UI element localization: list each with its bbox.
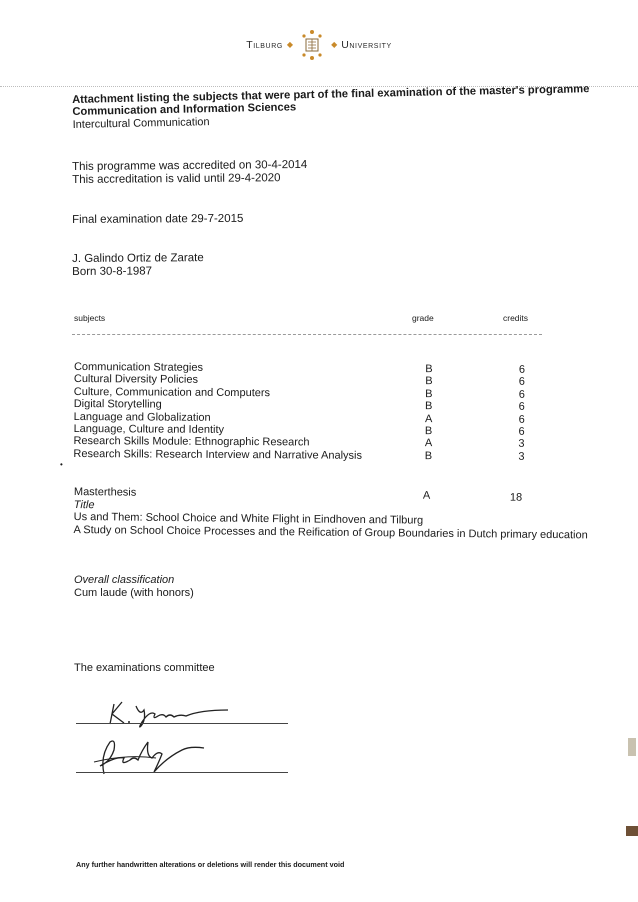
subject-credits: 6 (518, 425, 525, 438)
logo-dot-icon: ◆ (331, 40, 338, 49)
footer-notice: Any further handwritten alterations or deletions will render this document void (76, 860, 345, 869)
thesis-title-label: Title (73, 498, 95, 511)
thesis-block (73, 486, 613, 542)
logo-right-word: University (341, 39, 392, 51)
signature-line (76, 772, 288, 773)
accreditation-block (72, 156, 612, 187)
title-block (72, 83, 613, 131)
subject-credits: 6 (518, 388, 525, 401)
exam-date: Final examination date 29-7-2015 (72, 212, 244, 226)
subject-credits: 6 (518, 363, 526, 376)
student-block (72, 249, 612, 279)
header-grade: grade (412, 313, 434, 323)
university-seal-icon (297, 28, 327, 62)
thesis-grade: A (422, 489, 431, 502)
committee-label: The examinations committee (74, 662, 215, 674)
subject-credits: 3 (518, 450, 525, 463)
subject-grade: B (425, 387, 433, 400)
classification-block (74, 574, 194, 600)
accredited-date: This programme was accredited on 30-4-2014 (72, 158, 308, 173)
subject-grade: B (424, 449, 433, 462)
scan-mark (628, 738, 636, 756)
subject-credits: 3 (518, 438, 525, 451)
thesis-title-line1: Us and Them: School Choice and White Flight in Eindhoven and Tilburg (73, 510, 424, 527)
subjects-table (71, 361, 552, 463)
subject-name: Cultural Diversity Policies (73, 373, 199, 387)
logo-dot-icon: ◆ (286, 40, 294, 49)
header-credits: credits (503, 313, 529, 323)
thesis-credits: 18 (509, 491, 523, 504)
subject-grade: A (424, 412, 433, 425)
scan-mark (626, 826, 638, 836)
subject-credits: 6 (518, 413, 525, 426)
subject-name: Research Skills: Research Interview and Narrative Analysis (73, 447, 363, 462)
student-name: J. Galindo Ortiz de Zarate (72, 252, 204, 265)
subject-grade: B (425, 375, 433, 388)
table-divider (72, 334, 542, 336)
subject-credits: 6 (518, 376, 525, 389)
margin-dot-icon: • (60, 460, 63, 469)
subject-name: Language and Globalization (73, 410, 211, 424)
classification-value: Cum laude (with honors) (74, 587, 194, 599)
table-row (71, 448, 551, 463)
student-birthdate: Born 30-8-1987 (72, 265, 153, 278)
subject-grade: B (425, 363, 433, 376)
subject-name: Culture, Communication and Computers (73, 385, 271, 399)
subject-name: Communication Strategies (73, 361, 204, 374)
university-logo (0, 28, 638, 62)
thesis-title-line2: A Study on School Choice Processes and the Reification of Group Boundaries in Dutch primary education (73, 523, 588, 541)
subject-name: Research Skills Module: Ethnographic Research (73, 435, 310, 449)
thesis-label: Masterthesis (73, 486, 137, 499)
subject-grade: B (425, 400, 433, 413)
classification-label: Overall classification (74, 574, 175, 586)
subject-name: Language, Culture and Identity (73, 422, 225, 436)
signature-line (76, 723, 288, 724)
specialisation: Intercultural Communication (72, 116, 210, 131)
document-title: Attachment listing the subjects that were part of the final examination of the master's programme (72, 83, 590, 106)
subject-credits: 6 (518, 400, 525, 413)
programme-name: Communication and Information Sciences (72, 101, 297, 118)
subject-grade: B (424, 425, 433, 438)
signature-second (86, 736, 216, 776)
logo-left-word: Tilburg (246, 39, 283, 51)
subject-grade: A (424, 437, 433, 450)
accreditation-validity: This accreditation is valid until 29-4-2020 (72, 172, 281, 186)
subject-name: Digital Storytelling (73, 398, 162, 411)
header-subjects: subjects (74, 313, 106, 323)
